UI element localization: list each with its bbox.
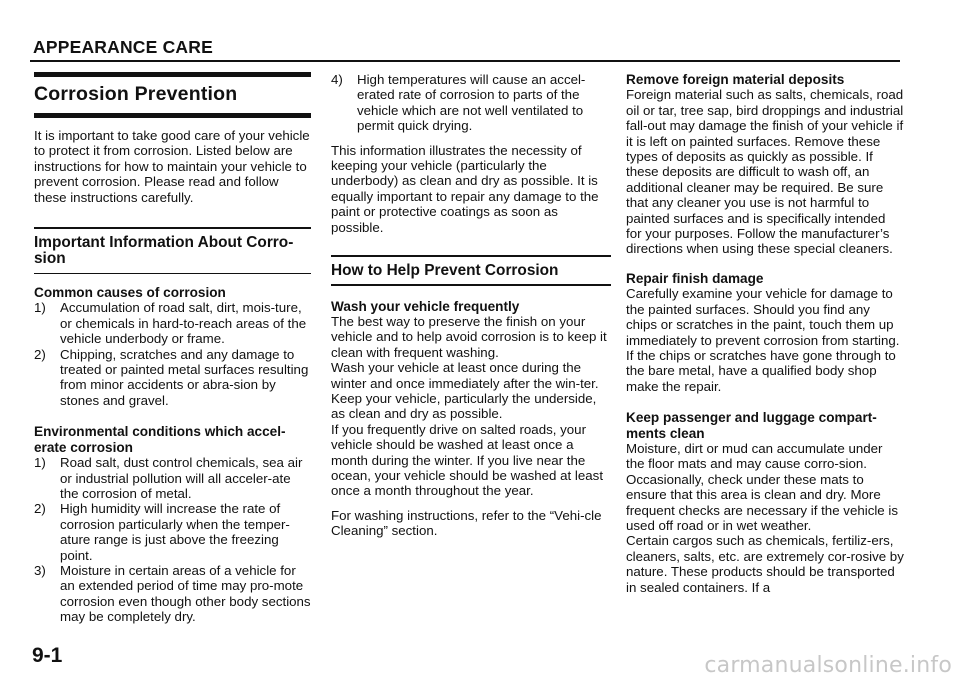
- environmental-conditions-list: [34, 455, 311, 624]
- foreign-material-paragraph: Foreign material such as salts, chemicals, road oil or tar, tree sap, bird droppings and industrial fall-out may damage the finish of your vehicle if it is left on painted surfaces. Remove these types of deposits as quickly as possible. If these deposits are difficult to wash off, an additional cleaner may be required. Be sure that any cleaner you use is not harmful to painted surfaces and is specifically intended for your purposes. Follow the manufacturer’s directions when using these special cleaners.: [626, 87, 904, 257]
- keep-clean-paragraph-1: Moisture, dirt or mud can accumulate under the floor mats and may cause corro-sion. Occasionally, check under these mats to ensure that this area is clean and dry. More frequent checks are necessary if the vehicle is used off road or in wet weather.: [626, 440, 898, 533]
- wash-paragraph-2: Wash your vehicle at least once during the winter and once immediately after the win-ter. Keep your vehicle, particularly the underside, as clean and dry as possible.: [331, 360, 599, 422]
- intro-paragraph: It is important to take good care of your vehicle to protect it from corrosion. Listed below are instructions for how to maintain your vehicle to prevent corrosion. Please read and follow these instructions carefully.: [34, 128, 310, 205]
- list-item: [34, 455, 311, 501]
- info-paragraph: This information illustrates the necessity of keeping your vehicle (particularly the underbody) as clean and dry as possible. It is equally important to repair any damage to the paint or protective coatings as soon as possible.: [331, 142, 599, 235]
- list-item-number: 4): [331, 72, 343, 87]
- list-item: [331, 72, 611, 134]
- list-item-text: Moisture in certain areas of a vehicle for an extended period of time may pro-mote corrosion even though other body sections may be completely dry.: [60, 562, 311, 625]
- heading-common-causes: Common causes of corrosion: [34, 285, 226, 301]
- continued-list: [331, 72, 611, 134]
- wash-paragraph-3: If you frequently drive on salted roads, your vehicle should be washed at least once a month during the winter. If you live near the ocean, your vehicle should be washed at least once a month throughout the year.: [331, 421, 604, 499]
- subsection-rule-bottom: [331, 284, 611, 286]
- section-title-how-to-help: How to Help Prevent Corrosion: [331, 261, 559, 279]
- list-item-number: 1): [34, 300, 46, 316]
- list-item: [34, 347, 311, 409]
- header-rule: [30, 60, 900, 62]
- list-item-text: Accumulation of road salt, dirt, mois-ture, or chemicals in hard-to-reach areas of the vehicle underbody or frame.: [60, 300, 307, 347]
- watermark-text: carmanualsonline.info: [704, 653, 952, 678]
- subsection-title-important-info: Important Information About Corro-sion: [34, 233, 294, 268]
- list-item-text: High temperatures will cause an accel-erated rate of corrosion to parts of the vehicle which are not well ventilated to permit quick drying.: [357, 72, 586, 134]
- list-item: [34, 501, 311, 563]
- subsection-rule-bottom: [34, 273, 311, 275]
- list-item: [34, 563, 311, 625]
- heading-repair-finish: Repair finish damage: [626, 270, 764, 286]
- heading-keep-compartments-clean: Keep passenger and luggage compart-ments clean: [626, 410, 877, 441]
- list-item-number: 3): [34, 562, 46, 578]
- subsection-rule-top: [331, 255, 611, 257]
- heading-remove-foreign-material: Remove foreign material deposits: [626, 72, 845, 87]
- list-item-number: 1): [34, 455, 46, 471]
- section-title-corrosion-prevention: Corrosion Prevention: [34, 83, 238, 105]
- column-3: [626, 72, 904, 595]
- subsection-rule-top: [34, 227, 311, 229]
- list-item-text: Road salt, dust control chemicals, sea air or industrial pollution will all acceler-ate the corrosion of metal.: [60, 455, 303, 501]
- list-item-text: Chipping, scratches and any damage to treated or painted metal surfaces resulting from minor accidents or abra-sion by stones and gravel.: [60, 346, 309, 408]
- column-1: [34, 72, 311, 625]
- page-header-title: APPEARANCE CARE: [33, 37, 213, 57]
- heading-wash-vehicle: Wash your vehicle frequently: [331, 298, 520, 314]
- list-item-text: High humidity will increase the rate of corrosion particularly when the temper-ature range is just above the freezing point.: [60, 501, 290, 563]
- common-causes-list: [34, 300, 311, 408]
- column-2: [331, 72, 611, 539]
- list-item-number: 2): [34, 346, 46, 362]
- section-rule-bottom: [34, 113, 311, 118]
- list-item-number: 2): [34, 501, 46, 517]
- wash-paragraph-1: The best way to preserve the finish on your vehicle and to help avoid corrosion is to keep it clean with frequent washing.: [331, 313, 607, 360]
- heading-environmental-conditions: Environmental conditions which accel-erate corrosion: [34, 424, 286, 455]
- list-item: [34, 300, 311, 346]
- wash-paragraph-4: For washing instructions, refer to the “Vehi-cle Cleaning” section.: [331, 507, 602, 539]
- section-rule-top: [34, 72, 311, 77]
- keep-clean-paragraph-2: Certain cargos such as chemicals, fertiliz-ers, cleaners, salts, etc. are extremely cor-rosive by nature. These products should be transported in sealed containers. If a: [626, 533, 904, 595]
- page-number: 9-1: [32, 644, 63, 667]
- repair-finish-paragraph: Carefully examine your vehicle for damage to the painted surfaces. Should you find any chips or scratches in the paint, touch them up immediately to prevent corrosion from starting. If the chips or scratches have gone through to the bare metal, have a qualified body shop make the repair.: [626, 286, 900, 394]
